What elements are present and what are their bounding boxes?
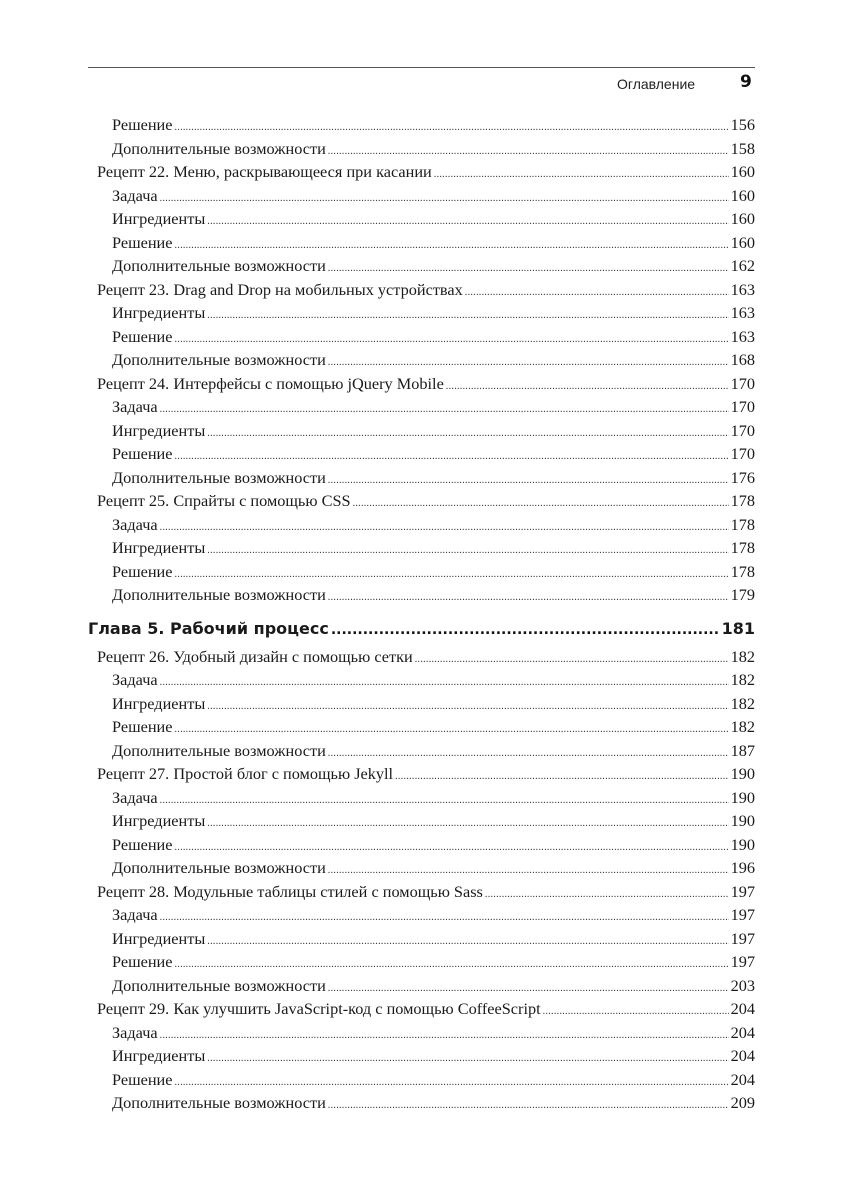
toc-entry-page: 190 (730, 834, 755, 854)
dot-leader (328, 865, 729, 876)
toc-entry-page: 204 (730, 1022, 755, 1042)
dot-leader (174, 451, 728, 462)
toc-entry-page: 204 (730, 999, 755, 1018)
table-of-contents (88, 115, 755, 1117)
toc-entry-page: 182 (730, 717, 755, 736)
toc-subsection-entry[interactable] (88, 303, 755, 327)
toc-entry-page: 197 (730, 905, 755, 924)
dot-leader (207, 818, 728, 829)
toc-subsection-entry[interactable] (88, 976, 755, 1000)
toc-subsection-entry[interactable] (88, 835, 755, 859)
toc-entry-title: Рецепт 25. Спрайты с помощью CSS (97, 491, 351, 510)
toc-entry-page: 170 (730, 397, 755, 416)
dot-leader (207, 701, 728, 712)
dot-leader (207, 936, 728, 947)
toc-entry-page: 190 (730, 811, 755, 830)
dot-leader (174, 1077, 728, 1088)
toc-entry-title: Дополнительные возможности (112, 740, 326, 760)
toc-entry-page: 197 (730, 881, 755, 901)
toc-entry-title: Рецепт 24. Интерфейсы с помощью jQuery Mobile (97, 373, 444, 393)
toc-recipe-entry[interactable] (88, 162, 755, 186)
dot-leader (328, 357, 729, 368)
toc-entry-title: Решение (112, 952, 173, 971)
toc-entry-page: 204 (730, 1046, 755, 1065)
toc-entry-page: 182 (730, 646, 755, 666)
toc-entry-title: Рецепт 28. Модульные таблицы стилей с помощью Sass (97, 881, 483, 901)
toc-subsection-entry[interactable] (88, 905, 755, 929)
toc-subsection-entry[interactable] (88, 858, 755, 882)
dot-leader (160, 404, 729, 415)
toc-entry-page: 170 (730, 420, 755, 440)
dot-leader (207, 545, 728, 556)
running-header-title: Оглавление (617, 76, 696, 92)
toc-subsection-entry[interactable] (88, 421, 755, 445)
toc-subsection-entry[interactable] (88, 1093, 755, 1117)
toc-subsection-entry[interactable] (88, 1070, 755, 1094)
toc-entry-title: Задача (112, 397, 158, 416)
toc-entry-title: Решение (112, 115, 173, 134)
toc-subsection-entry[interactable] (88, 670, 755, 694)
toc-entry-title: Ингредиенты (112, 420, 206, 440)
dot-leader (174, 724, 728, 735)
toc-recipe-entry[interactable] (88, 764, 755, 788)
dot-leader (160, 912, 729, 923)
toc-entry-title: Дополнительные возможности (112, 975, 326, 995)
toc-chapter-entry[interactable] (88, 619, 755, 645)
toc-entry-title: Дополнительные возможности (112, 1093, 326, 1112)
toc-entry-title: Рецепт 27. Простой блог с помощью Jekyll (97, 764, 394, 783)
toc-entry-title: Ингредиенты (112, 1046, 206, 1065)
toc-entry-page: 176 (730, 467, 755, 487)
toc-subsection-entry[interactable] (88, 397, 755, 421)
toc-entry-title: Решение (112, 561, 173, 581)
toc-subsection-entry[interactable] (88, 694, 755, 718)
dot-leader (395, 771, 728, 782)
toc-entry-title: Решение (112, 1069, 173, 1089)
dot-leader (160, 522, 729, 533)
toc-subsection-entry[interactable] (88, 327, 755, 351)
toc-entry-page: 197 (730, 952, 755, 971)
toc-entry-page: 158 (730, 138, 755, 158)
toc-entry-page: 178 (730, 514, 755, 534)
toc-entry-title: Дополнительные возможности (112, 350, 326, 369)
dot-leader (160, 1030, 729, 1041)
dot-leader (415, 654, 729, 665)
toc-subsection-entry[interactable] (88, 1046, 755, 1070)
dot-leader (174, 959, 728, 970)
toc-recipe-entry[interactable] (88, 491, 755, 515)
toc-entry-title: Ингредиенты (112, 928, 206, 948)
toc-entry-page: 204 (730, 1069, 755, 1089)
toc-entry-title: Ингредиенты (112, 693, 206, 713)
dot-leader (160, 795, 729, 806)
toc-entry-title: Задача (112, 787, 158, 807)
dot-leader (174, 240, 728, 251)
toc-subsection-entry[interactable] (88, 929, 755, 953)
dot-leader (353, 498, 729, 509)
toc-entry-title: Ингредиенты (112, 303, 206, 322)
page-number: 9 (740, 72, 752, 92)
toc-entry-page: 163 (730, 303, 755, 322)
toc-entry-page: 190 (730, 787, 755, 807)
dot-leader (485, 889, 729, 900)
toc-entry-title: Задача (112, 514, 158, 534)
toc-entry-page: 160 (730, 232, 755, 252)
dot-leader (543, 1006, 729, 1017)
toc-entry-page: 182 (730, 670, 755, 689)
toc-entry-title: Рецепт 22. Меню, раскрывающееся при касании (97, 162, 432, 181)
toc-entry-page: 179 (730, 585, 755, 604)
dot-leader (207, 310, 728, 321)
toc-entry-page: 170 (730, 444, 755, 463)
dot-leader (160, 193, 729, 204)
dot-leader (465, 287, 729, 298)
toc-entry-page: 178 (730, 538, 755, 557)
toc-entry-title: Дополнительные возможности (112, 858, 326, 877)
dot-leader (328, 263, 729, 274)
toc-recipe-entry[interactable] (88, 647, 755, 671)
toc-entry-title: Задача (112, 1022, 158, 1042)
dot-leader (328, 475, 729, 486)
toc-entry-page: 160 (730, 185, 755, 205)
toc-subsection-entry[interactable] (88, 444, 755, 468)
toc-entry-page: 160 (730, 209, 755, 228)
toc-entry-page: 203 (730, 975, 755, 995)
toc-subsection-entry[interactable] (88, 1023, 755, 1047)
toc-entry-title: Дополнительные возможности (112, 585, 326, 604)
toc-entry-title: Решение (112, 834, 173, 854)
toc-entry-title: Решение (112, 717, 173, 736)
toc-subsection-entry[interactable] (88, 788, 755, 812)
dot-leader (174, 569, 728, 580)
toc-subsection-entry[interactable] (88, 350, 755, 374)
toc-entry-title: Задача (112, 185, 158, 205)
toc-entry-page: 163 (730, 326, 755, 346)
dot-leader (207, 428, 728, 439)
toc-subsection-entry[interactable] (88, 468, 755, 492)
toc-entry-page: 209 (730, 1093, 755, 1112)
dot-leader (328, 983, 729, 994)
toc-subsection-entry[interactable] (88, 515, 755, 539)
dot-leader (446, 381, 729, 392)
toc-entry-title: Ингредиенты (112, 811, 206, 830)
toc-entry-title: Задача (112, 905, 158, 924)
toc-entry-title: Дополнительные возможности (112, 467, 326, 487)
toc-entry-title: Дополнительные возможности (112, 256, 326, 275)
toc-entry-page: 168 (730, 350, 755, 369)
dot-leader (331, 622, 720, 638)
toc-entry-title: Решение (112, 444, 173, 463)
toc-entry-title: Глава 5. Рабочий процесс (88, 618, 329, 638)
toc-subsection-entry[interactable] (88, 256, 755, 280)
toc-subsection-entry[interactable] (88, 811, 755, 835)
toc-subsection-entry[interactable] (88, 209, 755, 233)
dot-leader (174, 842, 728, 853)
toc-subsection-entry[interactable] (88, 115, 755, 139)
dot-leader (174, 334, 728, 345)
toc-entry-page: 182 (730, 693, 755, 713)
toc-entry-page: 181 (721, 618, 755, 638)
toc-recipe-entry[interactable] (88, 280, 755, 304)
toc-entry-title: Решение (112, 232, 173, 252)
toc-entry-page: 156 (730, 115, 755, 134)
toc-entry-page: 160 (730, 162, 755, 181)
toc-entry-page: 162 (730, 256, 755, 275)
toc-subsection-entry[interactable] (88, 538, 755, 562)
toc-subsection-entry[interactable] (88, 585, 755, 609)
toc-entry-page: 190 (730, 764, 755, 783)
toc-entry-page: 187 (730, 740, 755, 760)
toc-subsection-entry[interactable] (88, 952, 755, 976)
toc-recipe-entry[interactable] (88, 882, 755, 906)
toc-subsection-entry[interactable] (88, 741, 755, 765)
dot-leader (328, 1100, 729, 1111)
dot-leader (174, 122, 728, 133)
toc-entry-title: Рецепт 26. Удобный дизайн с помощью сетки (97, 646, 413, 666)
toc-entry-page: 197 (730, 928, 755, 948)
toc-subsection-entry[interactable] (88, 562, 755, 586)
toc-recipe-entry[interactable] (88, 999, 755, 1023)
toc-subsection-entry[interactable] (88, 139, 755, 163)
dot-leader (328, 748, 729, 759)
dot-leader (434, 169, 729, 180)
toc-subsection-entry[interactable] (88, 186, 755, 210)
toc-entry-title: Рецепт 29. Как улучшить JavaScript-код с помощью CoffeeScript (97, 999, 541, 1018)
toc-subsection-entry[interactable] (88, 717, 755, 741)
toc-entry-title: Ингредиенты (112, 209, 206, 228)
toc-entry-title: Задача (112, 670, 158, 689)
toc-recipe-entry[interactable] (88, 374, 755, 398)
toc-entry-title: Дополнительные возможности (112, 138, 326, 158)
toc-subsection-entry[interactable] (88, 233, 755, 257)
header-rule (88, 67, 755, 68)
toc-entry-page: 163 (730, 279, 755, 299)
toc-entry-title: Решение (112, 326, 173, 346)
dot-leader (160, 677, 729, 688)
toc-entry-title: Ингредиенты (112, 538, 206, 557)
dot-leader (207, 1053, 728, 1064)
toc-entry-page: 170 (730, 373, 755, 393)
dot-leader (328, 146, 729, 157)
toc-entry-page: 178 (730, 491, 755, 510)
dot-leader (328, 592, 729, 603)
dot-leader (207, 216, 728, 227)
toc-entry-page: 178 (730, 561, 755, 581)
toc-entry-page: 196 (730, 858, 755, 877)
toc-entry-title: Рецепт 23. Drag and Drop на мобильных устройствах (97, 279, 463, 299)
